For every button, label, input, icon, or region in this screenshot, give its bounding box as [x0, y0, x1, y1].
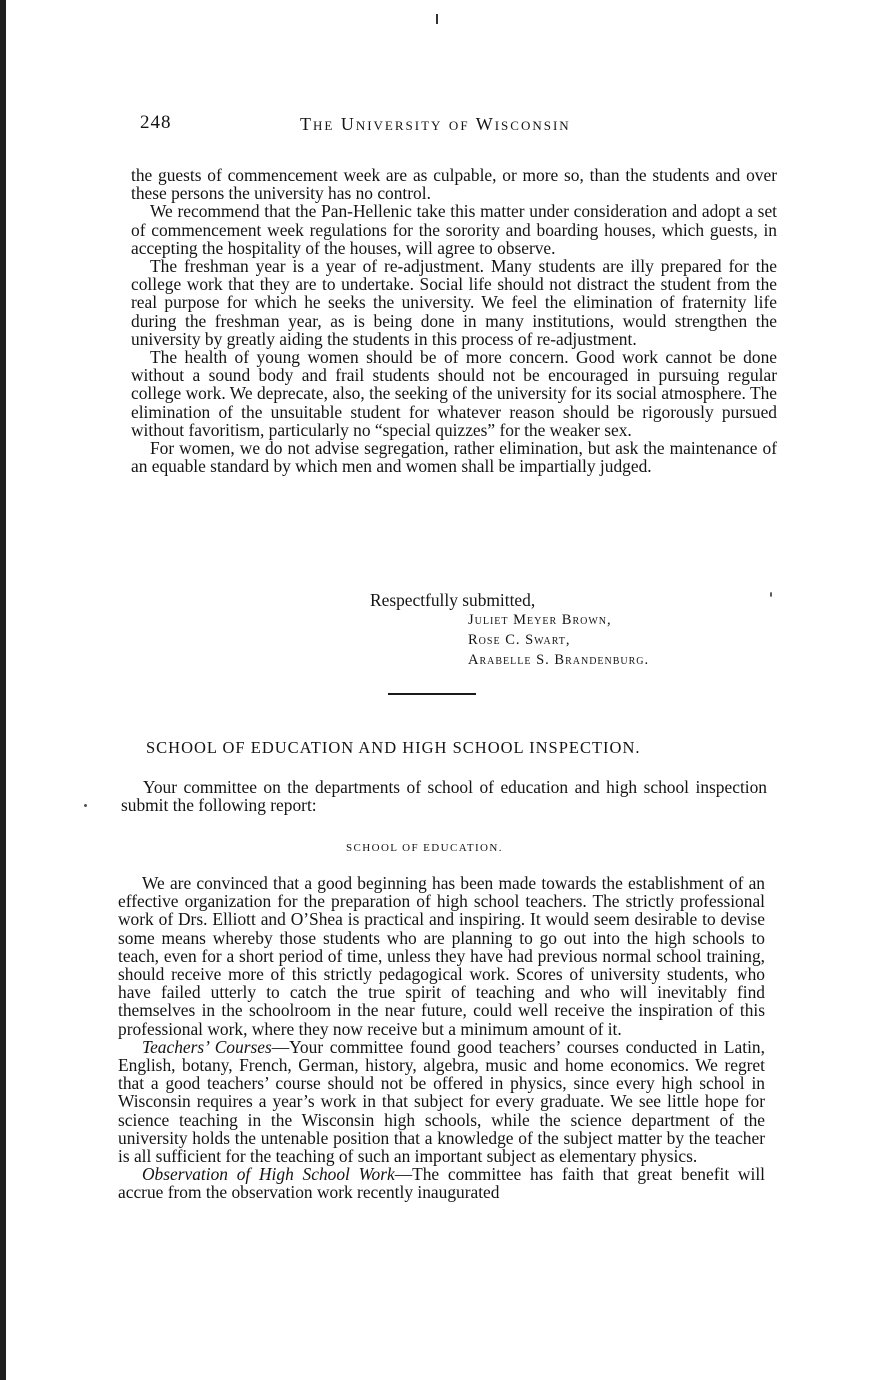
paragraph: The health of young women should be of more concern. Good work cannot be done without a sound body and frail students should not be encouraged in pursuing regular college work. We deprecate, also, the seeking of the university for its social atmosphere. The elimination of the unsuitable student for whatever reason should be rigorously pursued without favoritism, particularly no “special quizzes” for the weaker sex. — [131, 347, 777, 440]
running-head: The University of Wisconsin — [300, 114, 571, 134]
page-number: 248 — [140, 112, 172, 133]
section-divider — [388, 693, 476, 695]
run-in-heading: Teachers’ Courses — [142, 1036, 272, 1057]
paragraph — [118, 1038, 765, 1165]
scan-mark — [436, 14, 438, 24]
paragraph: We recommend that the Pan-Hellenic take this matter under consideration and adopt a set of commencement week regulations for the sorority and boarding houses, which guests, in accepting the hospitality of the houses, will agree to observe. — [131, 201, 777, 258]
signature: Arabelle S. Brandenburg. — [468, 652, 650, 668]
section-body — [118, 874, 765, 1202]
subsection-title: SCHOOL OF EDUCATION. — [346, 842, 503, 854]
report-tail — [131, 166, 777, 475]
paragraph-text: —Your committee found good teachers’ courses conducted in Latin, English, botany, French, German, history, algebra, music and home economics. We regret that a good teachers’ course should not be offered in physics, since every high school in Wisconsin requires a year’s work in that subject for every graduate. We see little hope for science teaching in the Wisconsin high schools, while the science department of the university holds the untenable position that a knowledge of the subject matter by the teacher is all sufficient for the teaching of such an important subject as elementary physics. — [118, 1036, 765, 1167]
section-intro — [121, 778, 767, 814]
scan-edge — [0, 0, 6, 1380]
paragraph: We are convinced that a good beginning has been made towards the establishment of an effective organization for the preparation of high school teachers. The strictly professional work of Drs. Elliott and O’Shea is practical and inspiring. It would seem desirable to devise some means whereby those students who are planning to go out into the high schools to teach, even for a short period of time, unless they have had previous normal school training, should receive more of this strictly pedagogical work. Scores of university students, who have failed utterly to catch the true spirit of teaching and who will inevitably find themselves in the schoolroom in the near future, could well receive the inspiration of this professional work, where they now receive but a minimum amount of it. — [118, 873, 765, 1039]
scan-speck — [84, 804, 87, 807]
signature: Rose C. Swart, — [468, 632, 571, 648]
signature: Juliet Meyer Brown, — [468, 612, 612, 628]
scan-speck — [770, 592, 772, 597]
section-title: SCHOOL OF EDUCATION AND HIGH SCHOOL INSPECTION. — [146, 738, 641, 757]
run-in-heading: Observation of High School Work — [142, 1164, 395, 1185]
paragraph: Your committee on the departments of school of education and high school inspection submit the following report: — [121, 777, 767, 816]
paragraph-text: —The committee has faith that great benefit will accrue from the observation work recently inaugurated — [118, 1164, 765, 1203]
paragraph: The freshman year is a year of re-adjustment. Many students are illy prepared for the college work that they are to undertake. Social life should not distract the student from the real purpose for which he seeks the university. We feel the elimination of fraternity life during the freshman year, as is being done in many institutions, would strengthen the university by greatly aiding the students in this process of re-adjustment. — [131, 256, 777, 349]
paragraph: the guests of commencement week are as culpable, or more so, than the students and over these persons the university has no control. — [131, 165, 777, 204]
page-header — [140, 112, 780, 142]
paragraph — [118, 1165, 765, 1201]
paragraph: For women, we do not advise segregation, rather elimination, but ask the maintenance of an equable standard by which men and women shall be impartially judged. — [131, 438, 777, 477]
closing: Respectfully submitted, — [370, 590, 536, 610]
